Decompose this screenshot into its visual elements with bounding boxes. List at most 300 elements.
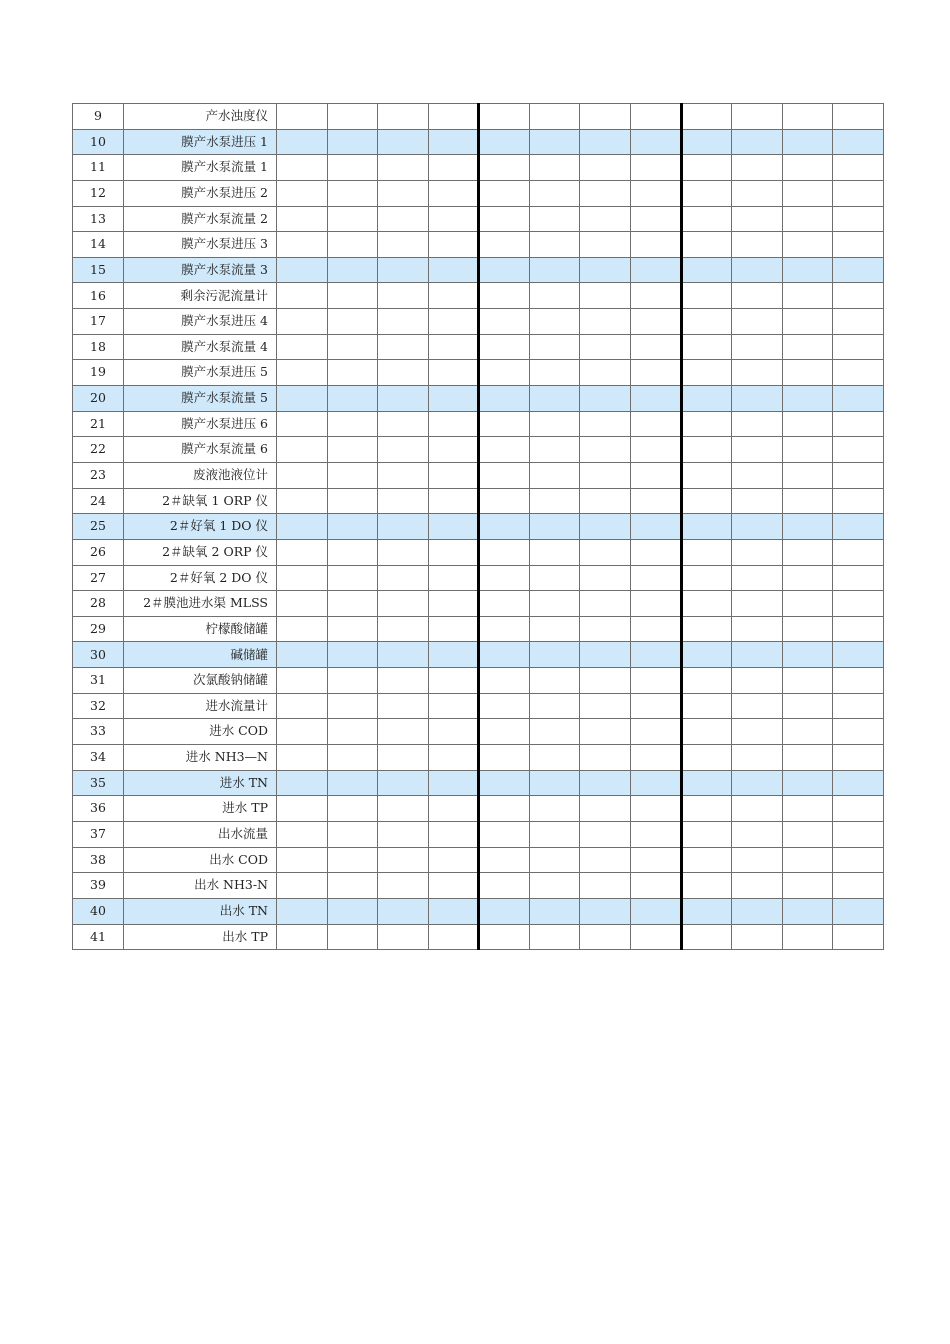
entry-cell[interactable] xyxy=(277,309,328,335)
entry-cell[interactable] xyxy=(732,898,783,924)
entry-cell[interactable] xyxy=(833,437,884,463)
entry-cell[interactable] xyxy=(681,514,732,540)
entry-cell[interactable] xyxy=(580,104,631,130)
entry-cell[interactable] xyxy=(732,334,783,360)
entry-cell[interactable] xyxy=(782,873,833,899)
entry-cell[interactable] xyxy=(529,873,580,899)
entry-cell[interactable] xyxy=(378,591,429,617)
entry-cell[interactable] xyxy=(580,668,631,694)
entry-cell[interactable] xyxy=(580,462,631,488)
entry-cell[interactable] xyxy=(479,821,530,847)
entry-cell[interactable] xyxy=(428,411,479,437)
entry-cell[interactable] xyxy=(428,514,479,540)
entry-cell[interactable] xyxy=(631,719,682,745)
entry-cell[interactable] xyxy=(378,770,429,796)
entry-cell[interactable] xyxy=(681,642,732,668)
entry-cell[interactable] xyxy=(277,488,328,514)
entry-cell[interactable] xyxy=(681,462,732,488)
entry-cell[interactable] xyxy=(580,488,631,514)
entry-cell[interactable] xyxy=(580,539,631,565)
entry-cell[interactable] xyxy=(529,642,580,668)
entry-cell[interactable] xyxy=(782,257,833,283)
entry-cell[interactable] xyxy=(277,847,328,873)
entry-cell[interactable] xyxy=(681,411,732,437)
entry-cell[interactable] xyxy=(428,873,479,899)
entry-cell[interactable] xyxy=(580,693,631,719)
entry-cell[interactable] xyxy=(428,155,479,181)
entry-cell[interactable] xyxy=(479,437,530,463)
entry-cell[interactable] xyxy=(428,206,479,232)
entry-cell[interactable] xyxy=(732,924,783,950)
entry-cell[interactable] xyxy=(580,283,631,309)
entry-cell[interactable] xyxy=(681,668,732,694)
entry-cell[interactable] xyxy=(631,924,682,950)
entry-cell[interactable] xyxy=(833,257,884,283)
entry-cell[interactable] xyxy=(833,539,884,565)
entry-cell[interactable] xyxy=(529,539,580,565)
entry-cell[interactable] xyxy=(732,616,783,642)
entry-cell[interactable] xyxy=(732,668,783,694)
entry-cell[interactable] xyxy=(327,642,378,668)
entry-cell[interactable] xyxy=(833,386,884,412)
entry-cell[interactable] xyxy=(378,129,429,155)
entry-cell[interactable] xyxy=(428,462,479,488)
entry-cell[interactable] xyxy=(479,539,530,565)
entry-cell[interactable] xyxy=(833,206,884,232)
entry-cell[interactable] xyxy=(580,232,631,258)
entry-cell[interactable] xyxy=(732,386,783,412)
entry-cell[interactable] xyxy=(479,745,530,771)
entry-cell[interactable] xyxy=(479,924,530,950)
entry-cell[interactable] xyxy=(631,565,682,591)
entry-cell[interactable] xyxy=(529,155,580,181)
entry-cell[interactable] xyxy=(681,155,732,181)
entry-cell[interactable] xyxy=(479,129,530,155)
entry-cell[interactable] xyxy=(479,360,530,386)
entry-cell[interactable] xyxy=(681,796,732,822)
entry-cell[interactable] xyxy=(378,334,429,360)
entry-cell[interactable] xyxy=(428,616,479,642)
entry-cell[interactable] xyxy=(732,437,783,463)
entry-cell[interactable] xyxy=(732,847,783,873)
entry-cell[interactable] xyxy=(378,514,429,540)
entry-cell[interactable] xyxy=(529,616,580,642)
entry-cell[interactable] xyxy=(580,591,631,617)
entry-cell[interactable] xyxy=(833,360,884,386)
entry-cell[interactable] xyxy=(327,309,378,335)
entry-cell[interactable] xyxy=(732,309,783,335)
entry-cell[interactable] xyxy=(631,873,682,899)
entry-cell[interactable] xyxy=(833,283,884,309)
entry-cell[interactable] xyxy=(428,668,479,694)
entry-cell[interactable] xyxy=(327,104,378,130)
entry-cell[interactable] xyxy=(732,257,783,283)
entry-cell[interactable] xyxy=(529,411,580,437)
entry-cell[interactable] xyxy=(580,770,631,796)
entry-cell[interactable] xyxy=(378,873,429,899)
entry-cell[interactable] xyxy=(479,104,530,130)
entry-cell[interactable] xyxy=(378,821,429,847)
entry-cell[interactable] xyxy=(732,206,783,232)
entry-cell[interactable] xyxy=(378,462,429,488)
entry-cell[interactable] xyxy=(378,206,429,232)
entry-cell[interactable] xyxy=(479,514,530,540)
entry-cell[interactable] xyxy=(327,898,378,924)
entry-cell[interactable] xyxy=(277,616,328,642)
entry-cell[interactable] xyxy=(833,411,884,437)
entry-cell[interactable] xyxy=(681,309,732,335)
entry-cell[interactable] xyxy=(732,360,783,386)
entry-cell[interactable] xyxy=(732,591,783,617)
entry-cell[interactable] xyxy=(580,565,631,591)
entry-cell[interactable] xyxy=(631,386,682,412)
entry-cell[interactable] xyxy=(782,924,833,950)
entry-cell[interactable] xyxy=(732,411,783,437)
entry-cell[interactable] xyxy=(277,386,328,412)
entry-cell[interactable] xyxy=(580,180,631,206)
entry-cell[interactable] xyxy=(529,821,580,847)
entry-cell[interactable] xyxy=(833,745,884,771)
entry-cell[interactable] xyxy=(428,232,479,258)
entry-cell[interactable] xyxy=(327,334,378,360)
entry-cell[interactable] xyxy=(479,796,530,822)
entry-cell[interactable] xyxy=(479,257,530,283)
entry-cell[interactable] xyxy=(428,745,479,771)
entry-cell[interactable] xyxy=(681,616,732,642)
entry-cell[interactable] xyxy=(428,386,479,412)
entry-cell[interactable] xyxy=(428,437,479,463)
entry-cell[interactable] xyxy=(732,770,783,796)
entry-cell[interactable] xyxy=(428,539,479,565)
entry-cell[interactable] xyxy=(428,821,479,847)
entry-cell[interactable] xyxy=(681,539,732,565)
entry-cell[interactable] xyxy=(529,591,580,617)
entry-cell[interactable] xyxy=(631,462,682,488)
entry-cell[interactable] xyxy=(378,360,429,386)
entry-cell[interactable] xyxy=(479,770,530,796)
entry-cell[interactable] xyxy=(378,616,429,642)
entry-cell[interactable] xyxy=(428,129,479,155)
entry-cell[interactable] xyxy=(327,437,378,463)
entry-cell[interactable] xyxy=(378,232,429,258)
entry-cell[interactable] xyxy=(529,565,580,591)
entry-cell[interactable] xyxy=(631,104,682,130)
entry-cell[interactable] xyxy=(529,386,580,412)
entry-cell[interactable] xyxy=(277,898,328,924)
entry-cell[interactable] xyxy=(580,386,631,412)
entry-cell[interactable] xyxy=(479,309,530,335)
entry-cell[interactable] xyxy=(732,821,783,847)
entry-cell[interactable] xyxy=(378,257,429,283)
entry-cell[interactable] xyxy=(327,411,378,437)
entry-cell[interactable] xyxy=(833,719,884,745)
entry-cell[interactable] xyxy=(631,668,682,694)
entry-cell[interactable] xyxy=(378,386,429,412)
entry-cell[interactable] xyxy=(782,898,833,924)
entry-cell[interactable] xyxy=(681,719,732,745)
entry-cell[interactable] xyxy=(833,668,884,694)
entry-cell[interactable] xyxy=(631,514,682,540)
entry-cell[interactable] xyxy=(327,591,378,617)
entry-cell[interactable] xyxy=(428,488,479,514)
entry-cell[interactable] xyxy=(681,745,732,771)
entry-cell[interactable] xyxy=(681,821,732,847)
entry-cell[interactable] xyxy=(782,565,833,591)
entry-cell[interactable] xyxy=(479,283,530,309)
entry-cell[interactable] xyxy=(428,334,479,360)
entry-cell[interactable] xyxy=(782,821,833,847)
entry-cell[interactable] xyxy=(378,309,429,335)
entry-cell[interactable] xyxy=(327,693,378,719)
entry-cell[interactable] xyxy=(833,642,884,668)
entry-cell[interactable] xyxy=(681,360,732,386)
entry-cell[interactable] xyxy=(580,206,631,232)
entry-cell[interactable] xyxy=(782,488,833,514)
entry-cell[interactable] xyxy=(631,257,682,283)
entry-cell[interactable] xyxy=(732,514,783,540)
entry-cell[interactable] xyxy=(479,488,530,514)
entry-cell[interactable] xyxy=(529,206,580,232)
entry-cell[interactable] xyxy=(327,616,378,642)
entry-cell[interactable] xyxy=(631,821,682,847)
entry-cell[interactable] xyxy=(529,719,580,745)
entry-cell[interactable] xyxy=(529,514,580,540)
entry-cell[interactable] xyxy=(833,616,884,642)
entry-cell[interactable] xyxy=(428,360,479,386)
entry-cell[interactable] xyxy=(732,719,783,745)
entry-cell[interactable] xyxy=(833,129,884,155)
entry-cell[interactable] xyxy=(631,129,682,155)
entry-cell[interactable] xyxy=(681,180,732,206)
entry-cell[interactable] xyxy=(378,488,429,514)
entry-cell[interactable] xyxy=(529,847,580,873)
entry-cell[interactable] xyxy=(782,796,833,822)
entry-cell[interactable] xyxy=(378,565,429,591)
entry-cell[interactable] xyxy=(782,206,833,232)
entry-cell[interactable] xyxy=(833,873,884,899)
entry-cell[interactable] xyxy=(327,206,378,232)
entry-cell[interactable] xyxy=(580,873,631,899)
entry-cell[interactable] xyxy=(529,104,580,130)
entry-cell[interactable] xyxy=(277,668,328,694)
entry-cell[interactable] xyxy=(479,565,530,591)
entry-cell[interactable] xyxy=(681,565,732,591)
entry-cell[interactable] xyxy=(327,796,378,822)
entry-cell[interactable] xyxy=(631,309,682,335)
entry-cell[interactable] xyxy=(631,642,682,668)
entry-cell[interactable] xyxy=(378,437,429,463)
entry-cell[interactable] xyxy=(529,257,580,283)
entry-cell[interactable] xyxy=(479,847,530,873)
entry-cell[interactable] xyxy=(327,514,378,540)
entry-cell[interactable] xyxy=(479,719,530,745)
entry-cell[interactable] xyxy=(428,591,479,617)
entry-cell[interactable] xyxy=(681,334,732,360)
entry-cell[interactable] xyxy=(782,770,833,796)
entry-cell[interactable] xyxy=(580,334,631,360)
entry-cell[interactable] xyxy=(833,924,884,950)
entry-cell[interactable] xyxy=(681,693,732,719)
entry-cell[interactable] xyxy=(732,488,783,514)
entry-cell[interactable] xyxy=(732,693,783,719)
entry-cell[interactable] xyxy=(631,796,682,822)
entry-cell[interactable] xyxy=(681,386,732,412)
entry-cell[interactable] xyxy=(479,334,530,360)
entry-cell[interactable] xyxy=(580,155,631,181)
entry-cell[interactable] xyxy=(327,668,378,694)
entry-cell[interactable] xyxy=(782,129,833,155)
entry-cell[interactable] xyxy=(479,155,530,181)
entry-cell[interactable] xyxy=(782,591,833,617)
entry-cell[interactable] xyxy=(529,693,580,719)
entry-cell[interactable] xyxy=(327,155,378,181)
entry-cell[interactable] xyxy=(529,924,580,950)
entry-cell[interactable] xyxy=(428,770,479,796)
entry-cell[interactable] xyxy=(277,693,328,719)
entry-cell[interactable] xyxy=(782,360,833,386)
entry-cell[interactable] xyxy=(378,642,429,668)
entry-cell[interactable] xyxy=(782,411,833,437)
entry-cell[interactable] xyxy=(428,898,479,924)
entry-cell[interactable] xyxy=(732,565,783,591)
entry-cell[interactable] xyxy=(277,565,328,591)
entry-cell[interactable] xyxy=(681,129,732,155)
entry-cell[interactable] xyxy=(631,334,682,360)
entry-cell[interactable] xyxy=(782,386,833,412)
entry-cell[interactable] xyxy=(580,411,631,437)
entry-cell[interactable] xyxy=(378,719,429,745)
entry-cell[interactable] xyxy=(681,924,732,950)
entry-cell[interactable] xyxy=(631,770,682,796)
entry-cell[interactable] xyxy=(782,616,833,642)
entry-cell[interactable] xyxy=(580,616,631,642)
entry-cell[interactable] xyxy=(782,437,833,463)
entry-cell[interactable] xyxy=(580,745,631,771)
entry-cell[interactable] xyxy=(479,668,530,694)
entry-cell[interactable] xyxy=(782,334,833,360)
entry-cell[interactable] xyxy=(327,180,378,206)
entry-cell[interactable] xyxy=(277,129,328,155)
entry-cell[interactable] xyxy=(529,668,580,694)
entry-cell[interactable] xyxy=(277,411,328,437)
entry-cell[interactable] xyxy=(327,821,378,847)
entry-cell[interactable] xyxy=(681,257,732,283)
entry-cell[interactable] xyxy=(782,693,833,719)
entry-cell[interactable] xyxy=(631,283,682,309)
entry-cell[interactable] xyxy=(327,386,378,412)
entry-cell[interactable] xyxy=(378,745,429,771)
entry-cell[interactable] xyxy=(529,232,580,258)
entry-cell[interactable] xyxy=(580,309,631,335)
entry-cell[interactable] xyxy=(277,719,328,745)
entry-cell[interactable] xyxy=(782,462,833,488)
entry-cell[interactable] xyxy=(327,719,378,745)
entry-cell[interactable] xyxy=(277,232,328,258)
entry-cell[interactable] xyxy=(580,796,631,822)
entry-cell[interactable] xyxy=(732,283,783,309)
entry-cell[interactable] xyxy=(277,360,328,386)
entry-cell[interactable] xyxy=(428,642,479,668)
entry-cell[interactable] xyxy=(277,770,328,796)
entry-cell[interactable] xyxy=(631,360,682,386)
entry-cell[interactable] xyxy=(277,924,328,950)
entry-cell[interactable] xyxy=(529,796,580,822)
entry-cell[interactable] xyxy=(327,360,378,386)
entry-cell[interactable] xyxy=(580,924,631,950)
entry-cell[interactable] xyxy=(479,386,530,412)
entry-cell[interactable] xyxy=(732,642,783,668)
entry-cell[interactable] xyxy=(631,616,682,642)
entry-cell[interactable] xyxy=(631,206,682,232)
entry-cell[interactable] xyxy=(782,232,833,258)
entry-cell[interactable] xyxy=(327,257,378,283)
entry-cell[interactable] xyxy=(732,796,783,822)
entry-cell[interactable] xyxy=(277,283,328,309)
entry-cell[interactable] xyxy=(833,155,884,181)
entry-cell[interactable] xyxy=(277,334,328,360)
entry-cell[interactable] xyxy=(479,616,530,642)
entry-cell[interactable] xyxy=(833,488,884,514)
entry-cell[interactable] xyxy=(428,719,479,745)
entry-cell[interactable] xyxy=(277,462,328,488)
entry-cell[interactable] xyxy=(631,539,682,565)
entry-cell[interactable] xyxy=(732,155,783,181)
entry-cell[interactable] xyxy=(277,591,328,617)
entry-cell[interactable] xyxy=(529,334,580,360)
entry-cell[interactable] xyxy=(782,719,833,745)
entry-cell[interactable] xyxy=(681,104,732,130)
entry-cell[interactable] xyxy=(833,693,884,719)
entry-cell[interactable] xyxy=(327,924,378,950)
entry-cell[interactable] xyxy=(428,693,479,719)
entry-cell[interactable] xyxy=(327,847,378,873)
entry-cell[interactable] xyxy=(631,693,682,719)
entry-cell[interactable] xyxy=(327,770,378,796)
entry-cell[interactable] xyxy=(378,155,429,181)
entry-cell[interactable] xyxy=(428,565,479,591)
entry-cell[interactable] xyxy=(631,847,682,873)
entry-cell[interactable] xyxy=(782,104,833,130)
entry-cell[interactable] xyxy=(833,591,884,617)
entry-cell[interactable] xyxy=(631,155,682,181)
entry-cell[interactable] xyxy=(529,488,580,514)
entry-cell[interactable] xyxy=(277,642,328,668)
entry-cell[interactable] xyxy=(833,104,884,130)
entry-cell[interactable] xyxy=(327,283,378,309)
entry-cell[interactable] xyxy=(479,206,530,232)
entry-cell[interactable] xyxy=(833,565,884,591)
entry-cell[interactable] xyxy=(732,232,783,258)
entry-cell[interactable] xyxy=(378,924,429,950)
entry-cell[interactable] xyxy=(479,411,530,437)
entry-cell[interactable] xyxy=(327,462,378,488)
entry-cell[interactable] xyxy=(529,745,580,771)
entry-cell[interactable] xyxy=(277,745,328,771)
entry-cell[interactable] xyxy=(277,180,328,206)
entry-cell[interactable] xyxy=(833,847,884,873)
entry-cell[interactable] xyxy=(833,514,884,540)
entry-cell[interactable] xyxy=(529,437,580,463)
entry-cell[interactable] xyxy=(529,360,580,386)
entry-cell[interactable] xyxy=(631,180,682,206)
entry-cell[interactable] xyxy=(529,180,580,206)
entry-cell[interactable] xyxy=(529,770,580,796)
entry-cell[interactable] xyxy=(378,898,429,924)
entry-cell[interactable] xyxy=(681,591,732,617)
entry-cell[interactable] xyxy=(378,847,429,873)
entry-cell[interactable] xyxy=(327,745,378,771)
entry-cell[interactable] xyxy=(732,873,783,899)
